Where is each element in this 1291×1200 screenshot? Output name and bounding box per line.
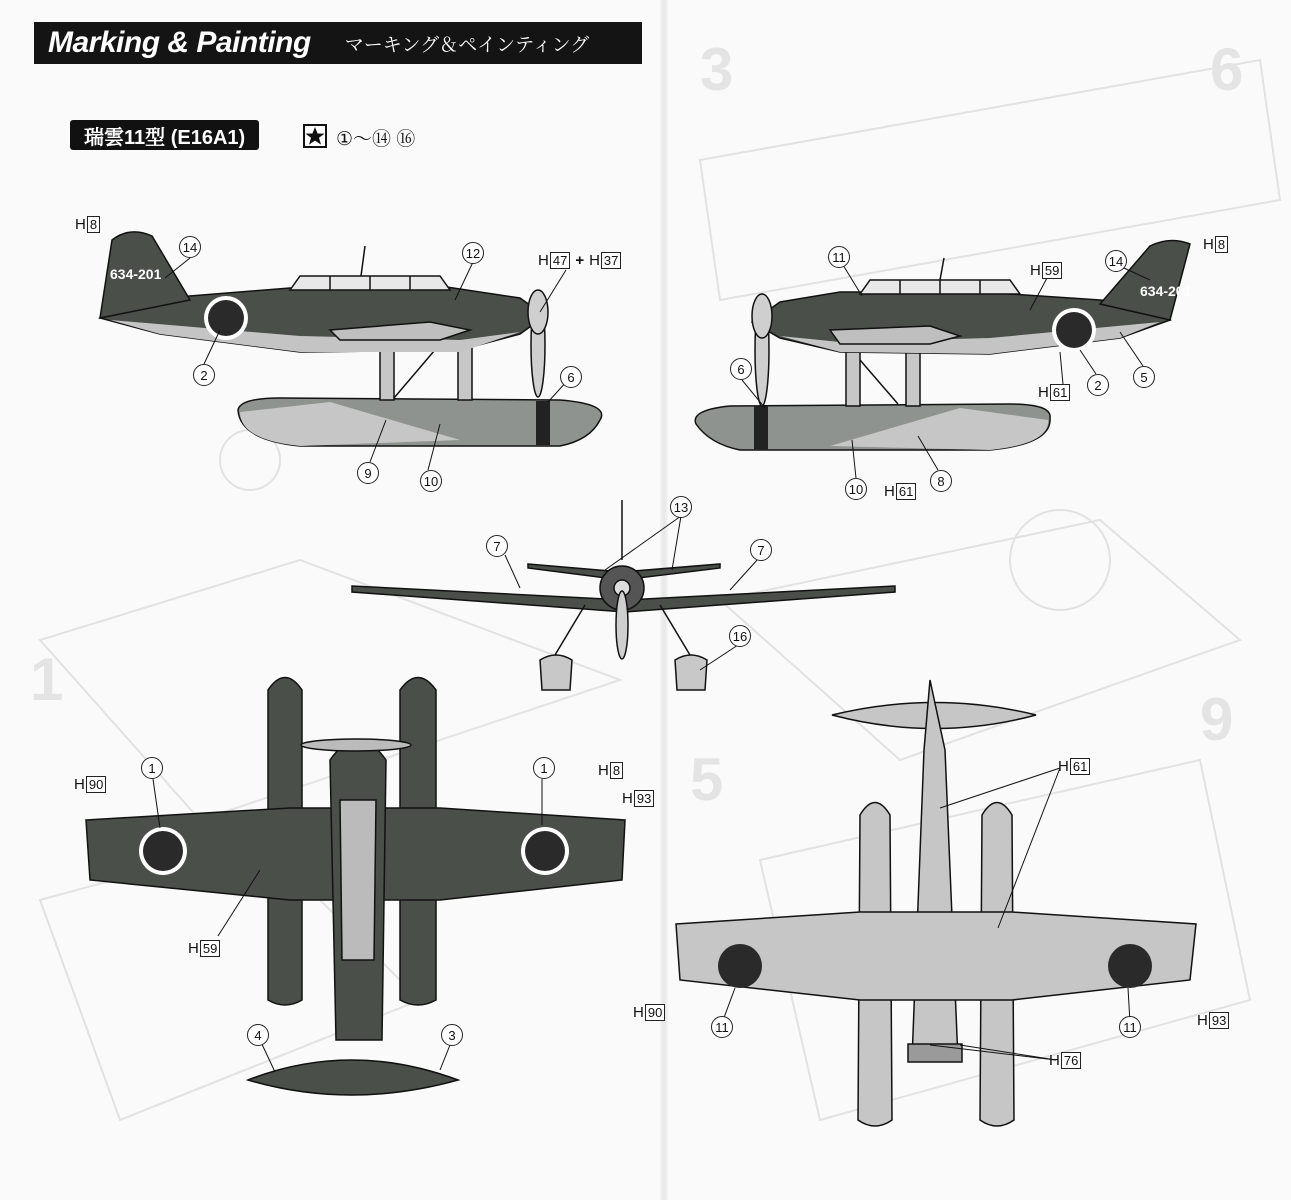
paint-code-h90 [74, 776, 106, 793]
paint-prefix: H [884, 483, 895, 500]
paint-prefix: H [622, 790, 633, 807]
decal-callout-7: 7 [750, 539, 772, 561]
section-title: Marking & Painting [48, 26, 311, 59]
paint-number: 47 [550, 252, 570, 269]
paint-code-h61 [1038, 384, 1070, 401]
decal-callout-11: 11 [711, 1016, 733, 1038]
paint-number: 61 [1050, 384, 1070, 401]
paint-number: 8 [610, 762, 623, 779]
variant-label: 瑞雲11型 (E16A1) [70, 120, 259, 150]
front-view [352, 500, 895, 690]
aircraft-code-left: 634-201 [110, 266, 162, 282]
paint-code-h90 [633, 1004, 665, 1021]
decal-callout-2: 2 [193, 364, 215, 386]
decal-callout-3: 3 [441, 1024, 463, 1046]
paint-code-h61 [884, 483, 916, 500]
ghost-step-number: 1 [30, 646, 64, 713]
paint-number: 90 [86, 776, 106, 793]
decal-callout-11: 11 [828, 246, 850, 268]
paint-prefix: H [1203, 236, 1214, 253]
top-view [86, 678, 625, 1096]
paint-prefix: H [589, 252, 600, 269]
decal-callout-7: 7 [486, 535, 508, 557]
decal-callout-16: 16 [729, 625, 751, 647]
paint-prefix: H [1058, 758, 1069, 775]
ghost-step-number: 3 [700, 36, 734, 103]
paint-code-h59 [188, 940, 220, 957]
paint-code-h59 [1030, 262, 1062, 279]
decal-callout-4: 4 [247, 1024, 269, 1046]
paint-number: 37 [601, 252, 621, 269]
paint-prefix: H [75, 216, 86, 233]
decal-callout-8: 8 [930, 470, 952, 492]
paint-prefix: H [1197, 1012, 1208, 1029]
paint-code-h61 [1058, 758, 1090, 775]
paint-number: 59 [1042, 262, 1062, 279]
decal-callout-10: 10 [845, 478, 867, 500]
decal-callout-1: 1 [533, 757, 555, 779]
decal-callout-5: 5 [1133, 366, 1155, 388]
decal-callout-11: 11 [1119, 1016, 1141, 1038]
paint-number: 61 [896, 483, 916, 500]
paint-number: 93 [634, 790, 654, 807]
paint-prefix: H [74, 776, 85, 793]
decal-callout-14: 14 [179, 236, 201, 258]
paint-code-h8 [598, 762, 623, 779]
aircraft-code-right: 634-201 [1140, 283, 1192, 299]
paint-number: 59 [200, 940, 220, 957]
side-view-left [100, 232, 602, 446]
paint-code-h93 [1197, 1012, 1229, 1029]
paint-code-h47-plus-h37 [538, 252, 621, 269]
paint-number: 61 [1070, 758, 1090, 775]
decal-callout-10: 10 [420, 470, 442, 492]
decal-callout-14: 14 [1105, 250, 1127, 272]
marking-number-range: ①〜⑭ ⑯ [336, 129, 416, 150]
decal-callout-2: 2 [1087, 374, 1109, 396]
decal-callout-6: 6 [730, 358, 752, 380]
decal-callout-13: 13 [670, 496, 692, 518]
decal-callout-6: 6 [560, 366, 582, 388]
ghost-step-number: 9 [1200, 686, 1234, 753]
paint-prefix: H [633, 1004, 644, 1021]
paint-number: 93 [1209, 1012, 1229, 1029]
paint-number: 8 [1215, 236, 1228, 253]
ghost-step-number: 6 [1210, 36, 1244, 103]
paint-plus: + [575, 252, 585, 269]
paint-prefix: H [1049, 1052, 1060, 1069]
bottom-view [676, 680, 1196, 1126]
decal-callout-1: 1 [141, 757, 163, 779]
paint-prefix: H [188, 940, 199, 957]
paint-prefix: H [1030, 262, 1041, 279]
paint-number: 8 [87, 216, 100, 233]
paint-code-h8 [1203, 236, 1228, 253]
paint-prefix: H [1038, 384, 1049, 401]
paint-code-h93 [622, 790, 654, 807]
ghost-step-number: 5 [690, 746, 724, 813]
decal-callout-12: 12 [462, 242, 484, 264]
paint-prefix: H [598, 762, 609, 779]
section-subtitle: マーキング＆ペインティング [344, 34, 590, 56]
paint-number: 76 [1061, 1052, 1081, 1069]
decal-callout-9: 9 [357, 462, 379, 484]
paint-number: 90 [645, 1004, 665, 1021]
paint-prefix: H [538, 252, 549, 269]
paint-code-h76 [1049, 1052, 1081, 1069]
paint-code-h8 [75, 216, 100, 233]
